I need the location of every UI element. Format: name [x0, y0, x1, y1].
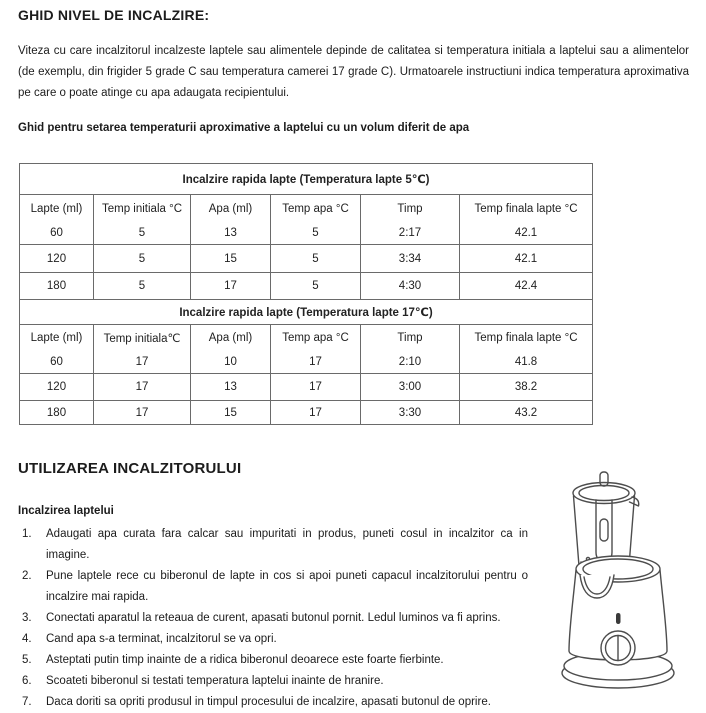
cell: 41.8 [460, 351, 593, 374]
cell: 43.2 [460, 401, 593, 425]
col-header: Lapte (ml) [20, 325, 94, 351]
led-indicator [616, 613, 621, 624]
col-header: Temp initiala °C [94, 195, 191, 223]
step-text: Pune laptele rece cu biberonul de lapte in cos si apoi puneti capacul incalzitorului pentru o incalzire mai rapida. [46, 570, 528, 603]
usage-subheading: Incalzirea laptelui [18, 505, 114, 517]
list-item [22, 692, 528, 713]
page-title: GHID NIVEL DE INCALZIRE: [18, 7, 210, 23]
cell: 42.4 [460, 273, 593, 300]
table-row [20, 401, 593, 425]
cell: 2:10 [361, 351, 460, 374]
cell: 17 [94, 401, 191, 425]
cell: 120 [20, 245, 94, 273]
list-item [22, 608, 528, 629]
step-number: 7. [22, 696, 32, 708]
cell: 17 [191, 273, 271, 300]
col-header: Temp finala lapte °C [460, 195, 593, 223]
usage-steps-list [22, 524, 528, 713]
cell: 60 [20, 351, 94, 374]
cell: 2:17 [361, 223, 460, 245]
table-row [20, 273, 593, 300]
section-1-title-row [20, 164, 593, 195]
cell: 13 [191, 223, 271, 245]
cell: 17 [94, 351, 191, 374]
list-item [22, 671, 528, 692]
section-1-header-row [20, 195, 593, 223]
cell: 17 [94, 374, 191, 401]
cell: 4:30 [361, 273, 460, 300]
step-number: 1. [22, 528, 32, 540]
cell: 5 [271, 223, 361, 245]
list-item [22, 566, 528, 608]
list-item [22, 524, 528, 566]
step-number: 5. [22, 654, 32, 666]
cell: 42.1 [460, 245, 593, 273]
cell: 180 [20, 401, 94, 425]
intro-paragraph: Viteza cu care incalzitorul incalzeste laptele sau alimentele depinde de calitatea si temperatura initiala a laptelui sau a alimentelor (de exemplu, din frigider 5 grade C sau temperatura camerei 17 grade C). Urmatoarele instructiuni indica temperatura aproximativa pe care o poate atinge cu apa adaugata recipientului. [18, 45, 689, 99]
basket-tab [600, 472, 608, 486]
cell: 120 [20, 374, 94, 401]
cell: 15 [191, 401, 271, 425]
cell: 38.2 [460, 374, 593, 401]
usage-heading: UTILIZAREA INCALZITORULUI [18, 460, 242, 477]
col-header: Timp [361, 195, 460, 223]
cell: 3:34 [361, 245, 460, 273]
col-header: Temp apa °C [271, 195, 361, 223]
cell: 3:00 [361, 374, 460, 401]
cell: 5 [271, 245, 361, 273]
table-row [20, 374, 593, 401]
bottle-warmer-illustration-icon [536, 467, 706, 698]
step-number: 4. [22, 633, 32, 645]
cell: 17 [271, 401, 361, 425]
step-number: 6. [22, 675, 32, 687]
table-row [20, 351, 593, 374]
step-text: Daca doriti sa opriti produsul in timpul procesului de incalzire, apasati butonul de oprire. [46, 696, 491, 708]
step-text: Scoateti biberonul si testati temperatura laptelui inainte de hranire. [46, 675, 384, 687]
table-row [20, 223, 593, 245]
cell: 13 [191, 374, 271, 401]
list-item [22, 650, 528, 671]
col-header: Lapte (ml) [20, 195, 94, 223]
cell: 60 [20, 223, 94, 245]
cell: 5 [94, 223, 191, 245]
step-number: 2. [22, 570, 32, 582]
col-header: Timp [361, 325, 460, 351]
cell: 42.1 [460, 223, 593, 245]
section-2-header-row [20, 325, 593, 351]
list-item [22, 629, 528, 650]
cell: 5 [94, 273, 191, 300]
section-1-title: Incalzire rapida lapte (Temperatura lapte 5℃) [20, 164, 593, 195]
section-2-title: Incalzire rapida lapte (Temperatura lapte 17℃) [20, 300, 593, 325]
step-text: Conectati aparatul la reteaua de curent, apasati butonul pornit. Ledul luminos va fi aprins. [46, 612, 501, 624]
col-header: Temp apa °C [271, 325, 361, 351]
cell: 15 [191, 245, 271, 273]
table-row [20, 245, 593, 273]
step-text: Adaugati apa curata fara calcar sau impuritati in produs, puneti cosul in incalzitor ca in imagine. [46, 528, 528, 561]
table-caption: Ghid pentru setarea temperaturii aproximative a laptelui cu un volum diferit de apa [18, 122, 470, 134]
col-header: Temp initiala℃ [94, 325, 191, 351]
step-text: Cand apa s-a terminat, incalzitorul se va opri. [46, 633, 277, 645]
cell: 10 [191, 351, 271, 374]
col-header: Apa (ml) [191, 195, 271, 223]
step-number: 3. [22, 612, 32, 624]
step-text: Asteptati putin timp inainte de a ridica biberonul deoarece este foarte fierbinte. [46, 654, 444, 666]
section-2-title-row [20, 300, 593, 325]
col-header: Apa (ml) [191, 325, 271, 351]
heating-guide-table [19, 163, 593, 425]
cell: 5 [271, 273, 361, 300]
cell: 3:30 [361, 401, 460, 425]
cell: 5 [94, 245, 191, 273]
cell: 17 [271, 351, 361, 374]
col-header: Temp finala lapte °C [460, 325, 593, 351]
cell: 180 [20, 273, 94, 300]
cell: 17 [271, 374, 361, 401]
